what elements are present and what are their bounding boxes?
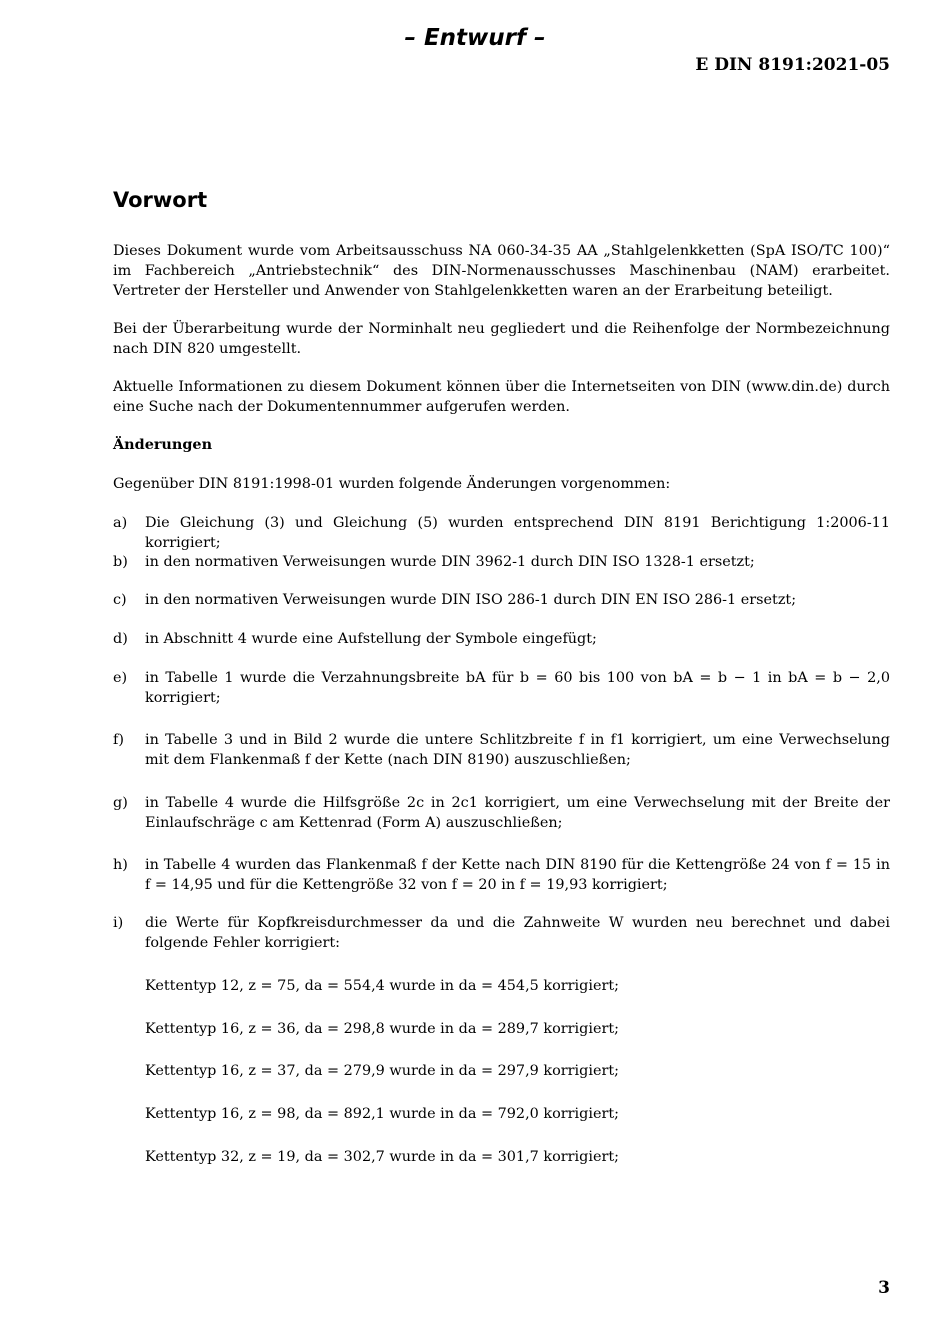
section-title: Vorwort xyxy=(113,188,208,212)
draft-label: – Entwurf – xyxy=(404,25,546,51)
item-label: h) xyxy=(113,857,128,873)
item-label: c) xyxy=(113,592,127,608)
paragraph-revision: Bei der Überarbeitung wurde der Norminhalt neu gegliedert und die Reihenfolge der Normbezeichnung nach DIN 820 umgestellt. xyxy=(113,321,890,357)
item-label: a) xyxy=(113,515,128,531)
item-label: f) xyxy=(113,732,124,748)
correction-line: Kettentyp 12, z = 75, da = 554,4 wurde in da = 454,5 korrigiert; xyxy=(145,978,619,994)
change-item-b xyxy=(113,552,890,572)
changes-intro: Gegenüber DIN 8191:1998-01 wurden folgende Änderungen vorgenommen: xyxy=(113,476,671,492)
paragraph-committee: Dieses Dokument wurde vom Arbeitsausschuss NA 060-34-35 AA „Stahlgelenkketten (SpA ISO/TC 100)“ im Fachbereich „Antriebstechnik“ des DIN-Normenausschusses Maschinenbau (NAM) erarbeitet. Vertreter der Hersteller und Anwender von Stahlgelenkketten waren an der Erarbeitung beteiligt. xyxy=(113,243,890,299)
item-text: die Werte für Kopfkreisdurchmesser da und die Zahnweite W wurden neu berechnet und dabei folgende Fehler korrigiert: xyxy=(145,915,890,951)
item-label: d) xyxy=(113,631,128,647)
item-label: b) xyxy=(113,554,128,570)
changes-subheading: Änderungen xyxy=(113,436,213,453)
change-item-i xyxy=(113,913,890,953)
item-text: in Tabelle 1 wurde die Verzahnungsbreite bA für b = 60 bis 100 von bA = b − 1 in bA = b − 2,0 korrigiert; xyxy=(145,670,890,706)
correction-line: Kettentyp 32, z = 19, da = 302,7 wurde in da = 301,7 korrigiert; xyxy=(145,1149,619,1165)
item-text: in Tabelle 3 und in Bild 2 wurde die untere Schlitzbreite f in f1 korrigiert, um eine Verwechselung mit dem Flankenmaß f der Kette (nach DIN 8190) auszuschließen; xyxy=(145,732,890,768)
change-item-c xyxy=(113,590,890,610)
change-item-f xyxy=(113,730,890,770)
document-id: E DIN 8191:2021-05 xyxy=(695,55,890,75)
change-item-a xyxy=(113,513,890,553)
change-item-d xyxy=(113,629,890,649)
item-label: i) xyxy=(113,915,124,931)
item-text: Die Gleichung (3) und Gleichung (5) wurden entsprechend DIN 8191 Berichtigung 1:2006-11 korrigiert; xyxy=(145,515,890,551)
item-label: e) xyxy=(113,670,128,686)
item-text: in den normativen Verweisungen wurde DIN 3962-1 durch DIN ISO 1328-1 ersetzt; xyxy=(145,554,755,570)
correction-line: Kettentyp 16, z = 37, da = 279,9 wurde in da = 297,9 korrigiert; xyxy=(145,1063,619,1079)
correction-line: Kettentyp 16, z = 36, da = 298,8 wurde in da = 289,7 korrigiert; xyxy=(145,1021,619,1037)
item-text: in Tabelle 4 wurde die Hilfsgröße 2c in 2c1 korrigiert, um eine Verwechselung mit der Breite der Einlaufschräge c am Kettenrad (Form A) auszuschließen; xyxy=(145,795,890,831)
correction-line: Kettentyp 16, z = 98, da = 892,1 wurde in da = 792,0 korrigiert; xyxy=(145,1106,619,1122)
change-item-h xyxy=(113,855,890,895)
page-number: 3 xyxy=(878,1278,890,1298)
change-item-g xyxy=(113,793,890,833)
item-text: in Abschnitt 4 wurde eine Aufstellung der Symbole eingefügt; xyxy=(145,631,597,647)
item-label: g) xyxy=(113,795,128,811)
item-text: in Tabelle 4 wurden das Flankenmaß f der Kette nach DIN 8190 für die Kettengröße 24 von f = 15 in f = 14,95 und für die Kettengröße 32 von f = 20 in f = 19,93 korrigiert; xyxy=(145,857,890,893)
change-item-e xyxy=(113,668,890,708)
paragraph-information: Aktuelle Informationen zu diesem Dokument können über die Internetseiten von DIN (www.din.de) durch eine Suche nach der Dokumentennummer aufgerufen werden. xyxy=(113,379,890,415)
item-text: in den normativen Verweisungen wurde DIN ISO 286-1 durch DIN EN ISO 286-1 ersetzt; xyxy=(145,592,797,608)
